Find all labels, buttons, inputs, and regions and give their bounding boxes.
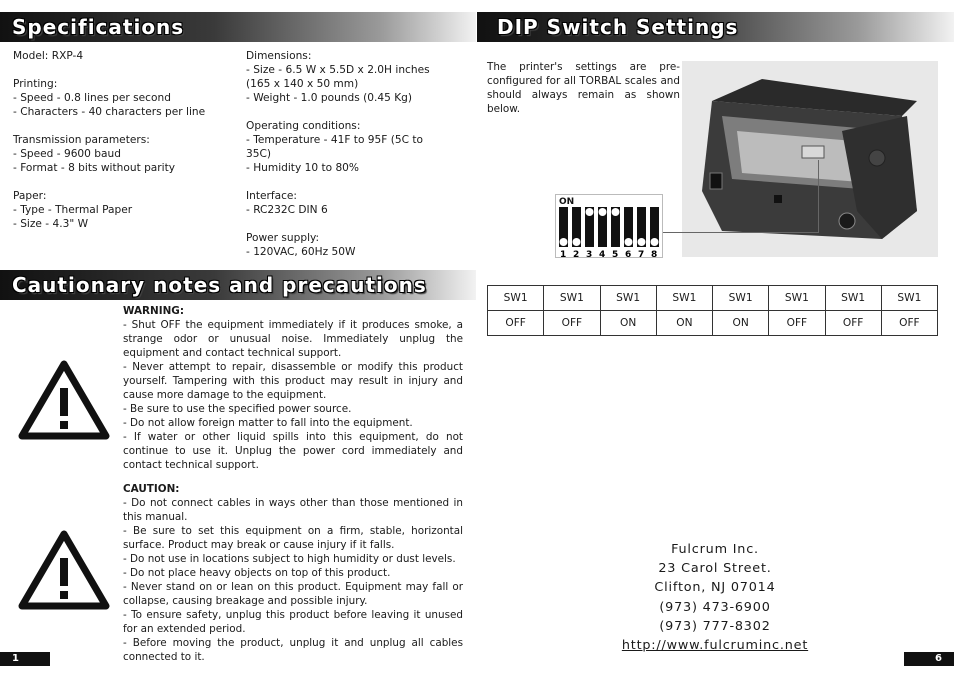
printer-photo	[682, 61, 938, 257]
switch-header-cell: SW1	[488, 286, 544, 311]
switch-value-cell: OFF	[825, 311, 881, 336]
dip-switch-number: 7	[638, 250, 645, 259]
dip-switch-banner	[477, 12, 954, 42]
contact-block	[590, 540, 840, 655]
dip-switch-knob-3	[586, 208, 594, 216]
specifications-left-column: Model: RXP-4 Printing: - Speed - 0.8 lines per second - Characters - 40 characters per line Transmission parameters: - Speed - 9600 baud - Format - 8 bits without parity Paper: - Type - Thermal Paper - Size - 4.3" W	[13, 50, 206, 230]
dip-switch-knob-7	[638, 238, 646, 246]
switch-header-cell: SW1	[825, 286, 881, 311]
dip-switch-knob-4	[599, 208, 607, 216]
specifications-right-column: Dimensions: - Size - 6.5 W x 5.5D x 2.0H inches (165 x 140 x 50 mm) - Weight - 1.0 pounds (0.45 Kg) Operating conditions: - Temperature - 41F to 95F (5C to 35C) - Humidity 10 to 80% Interface: - RC232C DIN 6 Power supply: - 120VAC, 60Hz 50W	[246, 50, 430, 258]
switch-value-cell: ON	[656, 311, 712, 336]
switch-value-row	[488, 311, 938, 336]
warning-section	[123, 304, 463, 472]
caution-item: - Never stand on or lean on this product. Equipment may fall or collapse, causing breakage and possible injury.	[123, 581, 463, 607]
caution-heading: CAUTION:	[123, 483, 180, 495]
switch-header-row	[488, 286, 938, 311]
page-number-right: 6	[904, 652, 954, 666]
switch-header-cell: SW1	[544, 286, 600, 311]
switch-value-cell: ON	[600, 311, 656, 336]
caution-item: - Do not place heavy objects on top of this product.	[123, 567, 391, 579]
caution-item: - Do not connect cables in ways other than those mentioned in this manual.	[123, 497, 463, 523]
warning-item: - Do not allow foreign matter to fall into the equipment.	[123, 417, 413, 429]
specifications-banner	[0, 12, 476, 42]
dip-switch-knob-2	[573, 238, 581, 246]
dip-switch-number: 3	[586, 250, 593, 259]
dip-switch-knob-1	[560, 238, 568, 246]
dip-switch-knob-8	[651, 238, 659, 246]
dip-switch-diagram	[555, 194, 663, 258]
switch-header-cell: SW1	[881, 286, 937, 311]
callout-line	[663, 232, 818, 233]
dip-switch-number: 5	[612, 250, 619, 259]
warning-triangle-icon	[18, 360, 110, 440]
switch-value-cell: OFF	[769, 311, 825, 336]
caution-item: - Be sure to set this equipment on a firm, stable, horizontal surface. Product may break or cause injury if it falls.	[123, 525, 463, 551]
switch-header-cell: SW1	[600, 286, 656, 311]
phone-secondary: (973) 777-8302	[659, 618, 771, 634]
dip-switch-number: 2	[573, 250, 580, 259]
street-address: 23 Carol Street.	[658, 561, 772, 577]
dip-description: The printer's settings are pre-configured for all TORBAL scales and should always remain as shown below.	[487, 61, 680, 115]
warning-item: - Shut OFF the equipment immediately if it produces smoke, a strange odor or unusual noise. Immediately unplug the equipment and contact technical support.	[123, 319, 463, 359]
warning-item: - Never attempt to repair, disassemble or modify this product yourself. Tampering with this product may result in injury and cause more damage to the equipment.	[123, 361, 463, 401]
caution-item: - Before moving the product, unplug it and unplug all cables connected to it.	[123, 637, 463, 663]
dip-switch-knob-6	[625, 238, 633, 246]
warning-list	[123, 318, 463, 472]
switch-value-cell: ON	[713, 311, 769, 336]
dip-switch-title: DIP Switch Settings	[497, 15, 739, 39]
dip-switch-number: 8	[651, 250, 658, 259]
dip-switch-knob-5	[612, 208, 620, 216]
company-name: Fulcrum Inc.	[671, 542, 759, 557]
dip-on-label: ON	[559, 197, 575, 207]
warning-item: - If water or other liquid spills into this equipment, do not continue to use it. Unplug the power cord immediately and contact technical support.	[123, 431, 463, 471]
caution-item: - Do not use in locations subject to high humidity or dust levels.	[123, 553, 456, 565]
dip-switch-number: 6	[625, 250, 632, 259]
callout-line-vertical	[818, 160, 819, 233]
switch-value-cell: OFF	[544, 311, 600, 336]
caution-list	[123, 496, 463, 664]
switch-header-cell: SW1	[713, 286, 769, 311]
switch-header-cell: SW1	[769, 286, 825, 311]
dip-switch-number: 4	[599, 250, 606, 259]
specifications-title: Specifications	[12, 15, 185, 39]
warning-item: - Be sure to use the specified power source.	[123, 403, 352, 415]
city-state-zip: Clifton, NJ 07014	[654, 580, 776, 596]
caution-section	[123, 482, 463, 664]
switch-value-cell: OFF	[881, 311, 937, 336]
caution-item: - To ensure safety, unplug this product before leaving it unused for an extended period.	[123, 609, 463, 635]
phone-primary: (973) 473-6900	[659, 599, 771, 615]
caution-triangle-icon	[18, 530, 110, 610]
caution-title: Cautionary notes and precautions	[12, 273, 427, 297]
switch-settings-table	[487, 285, 938, 336]
page-number-left: 1	[0, 652, 50, 666]
website-link[interactable]: http://www.fulcruminc.net	[621, 638, 809, 654]
switch-value-cell: OFF	[488, 311, 544, 336]
switch-header-cell: SW1	[656, 286, 712, 311]
caution-banner	[0, 270, 476, 300]
dip-switch-number: 1	[560, 250, 567, 259]
warning-heading: WARNING:	[123, 305, 184, 317]
